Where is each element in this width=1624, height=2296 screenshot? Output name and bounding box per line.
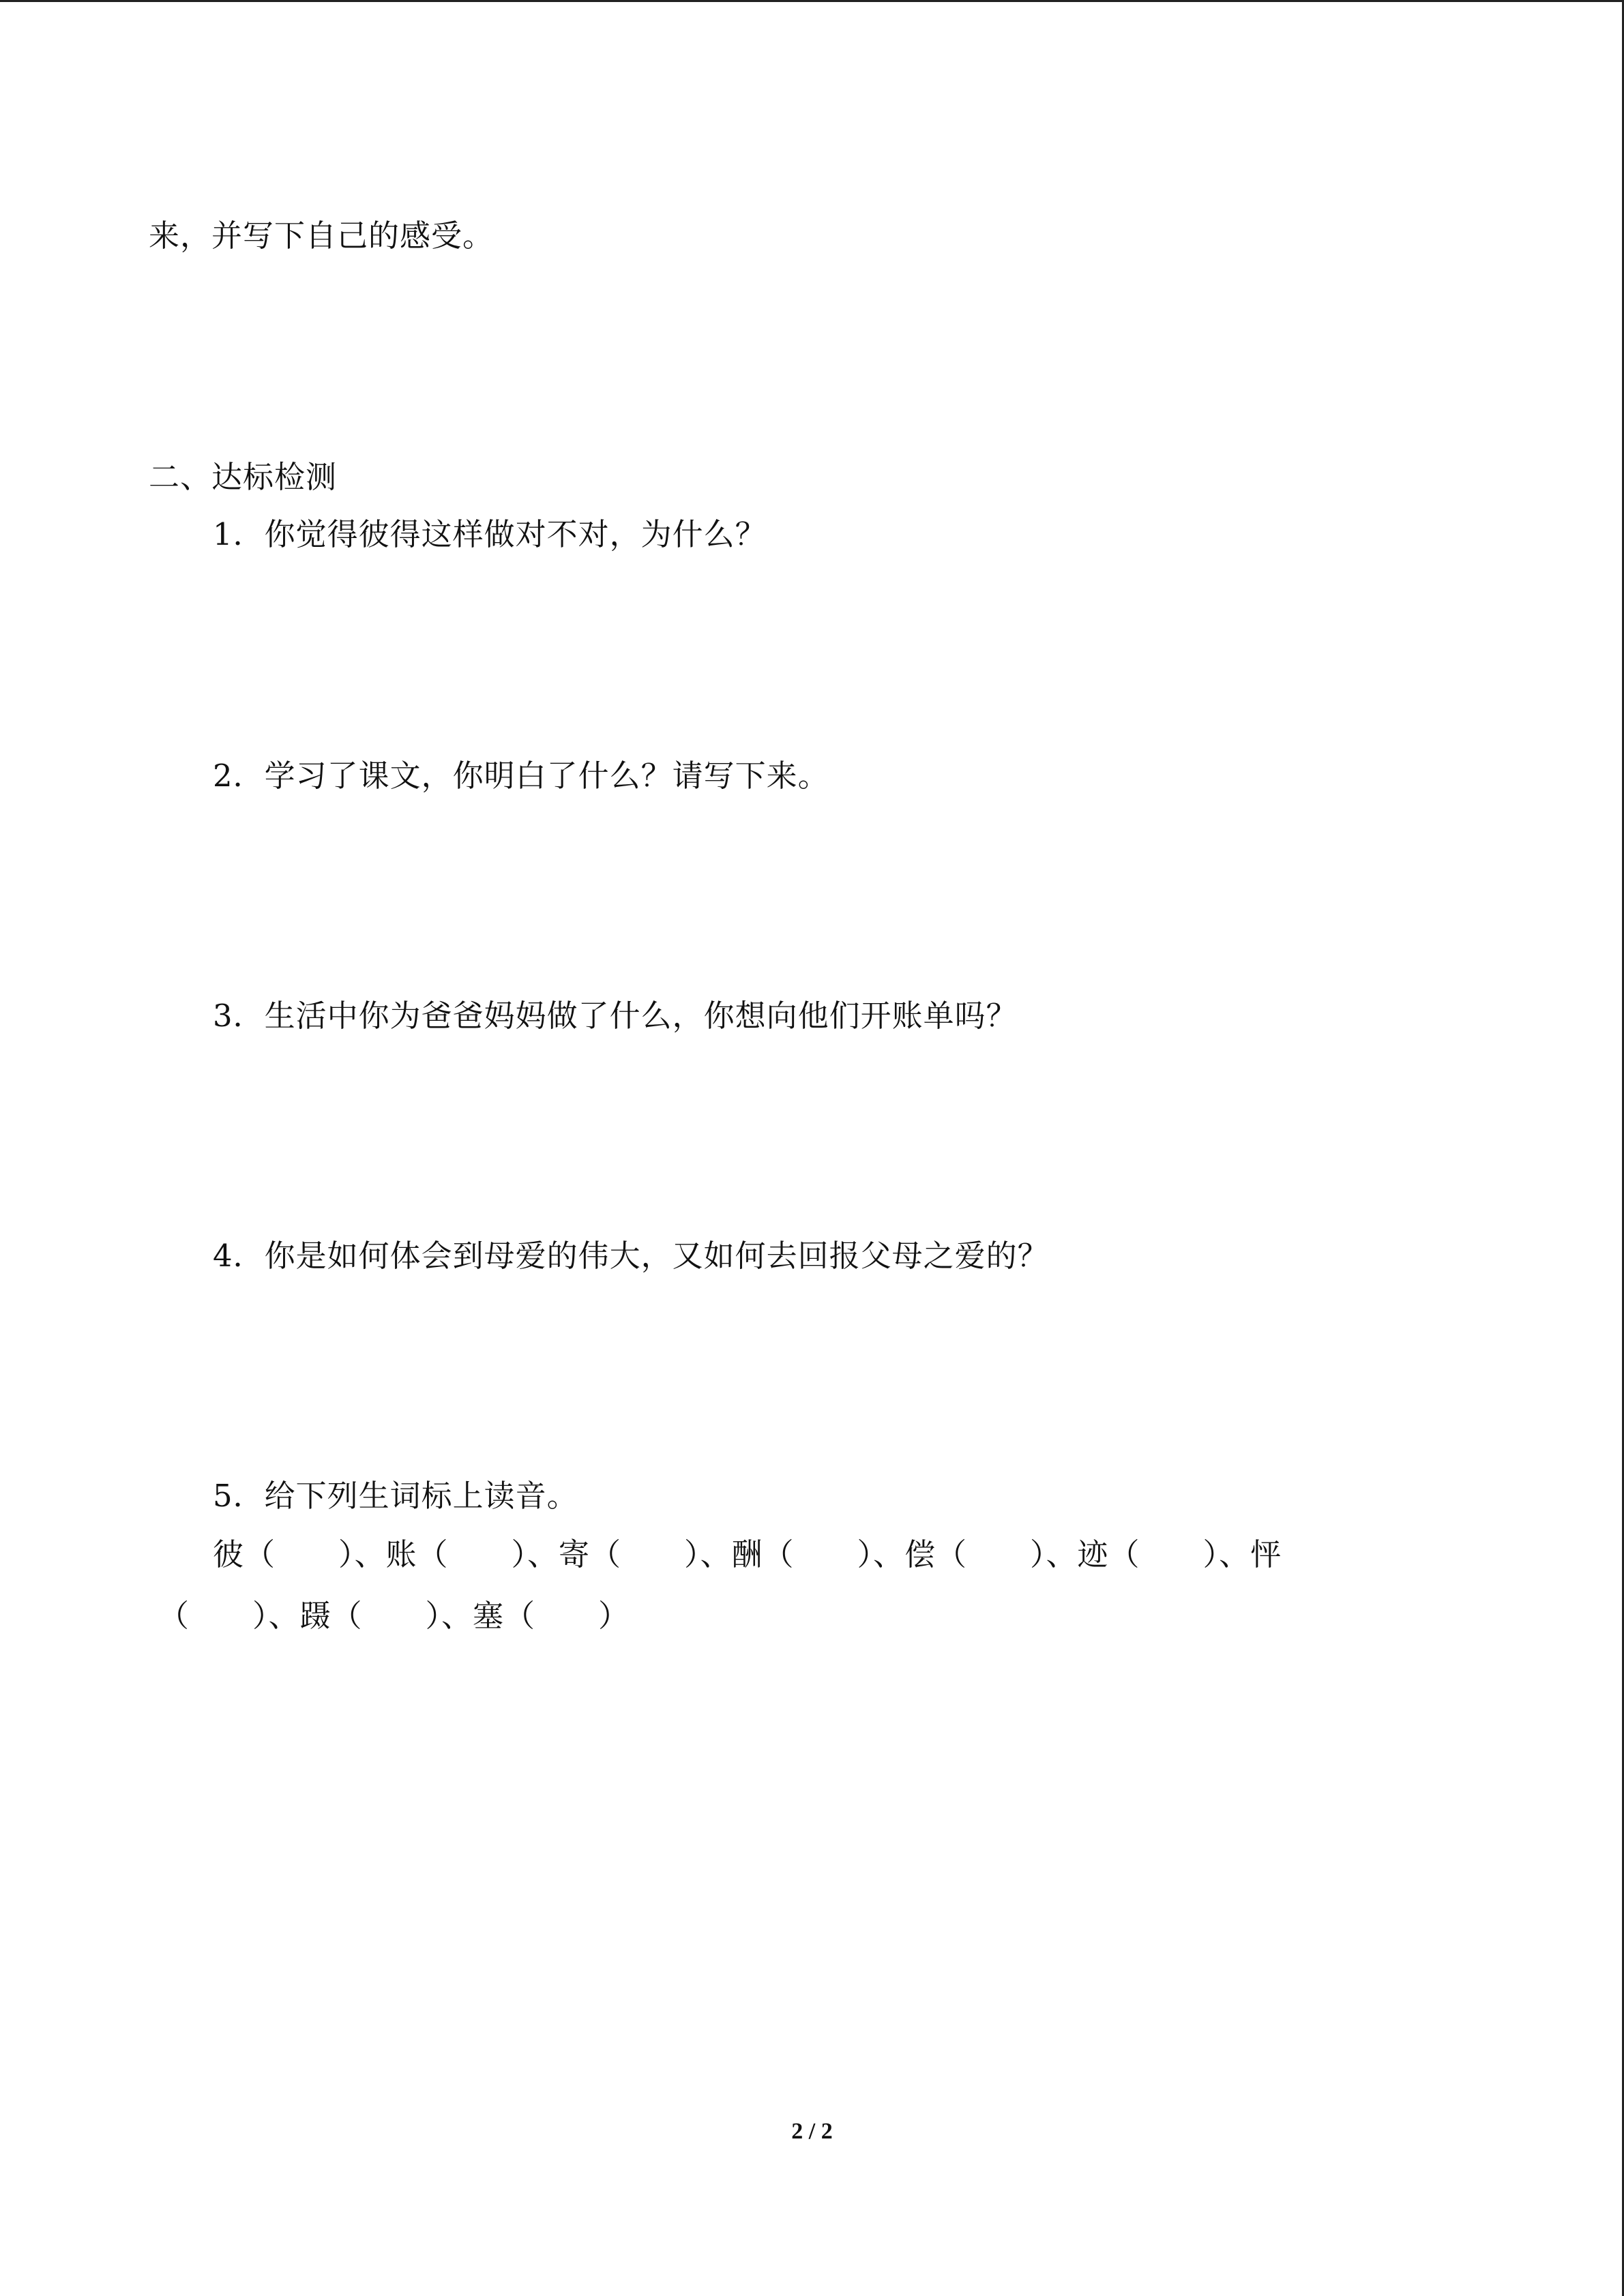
pinyin-exercise-line-2: （ ）、蹑（ ）、塞（ ） (158, 1598, 630, 1634)
page-top-border (0, 0, 1624, 2)
pinyin-exercise-line-1: 彼（ ）、账（ ）、寄（ ）、酬（ ）、偿（ ）、迹（ ）、怦 (213, 1536, 1282, 1572)
continuation-text: 来，并写下自己的感受。 (149, 218, 494, 254)
question-2: 2．学习了课文，你明白了什么？请写下来。 (213, 758, 829, 794)
question-1: 1．你觉得彼得这样做对不对，为什么？ (213, 516, 767, 552)
question-3: 3．生活中你为爸爸妈妈做了什么，你想向他们开账单吗？ (213, 998, 1018, 1034)
page-number: 2 / 2 (791, 2119, 833, 2144)
question-4: 4．你是如何体会到母爱的伟大，又如何去回报父母之爱的？ (213, 1238, 1049, 1274)
section-heading: 二、达标检测 (149, 459, 338, 495)
question-5: 5．给下列生词标上读音。 (213, 1478, 578, 1514)
